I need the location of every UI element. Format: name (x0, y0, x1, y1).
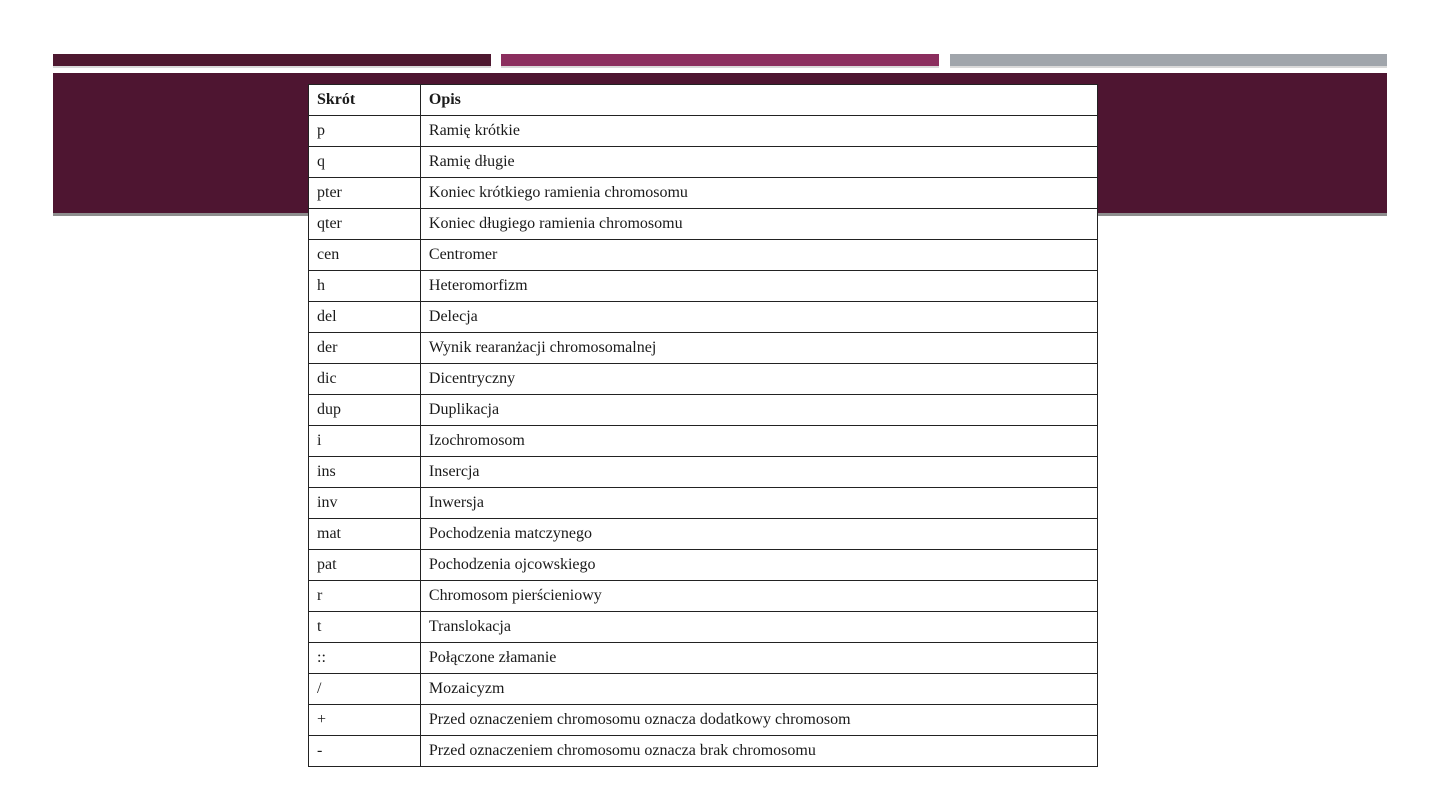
table-row (309, 333, 1098, 364)
table-row (309, 705, 1098, 736)
table-row (309, 364, 1098, 395)
description-cell: Koniec krótkiego ramienia chromosomu (420, 178, 1097, 209)
table-row (309, 302, 1098, 333)
description-cell: Duplikacja (420, 395, 1097, 426)
description-cell: Koniec długiego ramienia chromosomu (420, 209, 1097, 240)
description-cell: Centromer (420, 240, 1097, 271)
abbreviation-cell: pter (309, 178, 421, 209)
abbreviation-cell: i (309, 426, 421, 457)
table-row (309, 116, 1098, 147)
table-header-row (309, 85, 1098, 116)
table-row (309, 395, 1098, 426)
description-cell: Przed oznaczeniem chromosomu oznacza dodatkowy chromosom (420, 705, 1097, 736)
description-cell: Wynik rearanżacji chromosomalnej (420, 333, 1097, 364)
table-row (309, 271, 1098, 302)
description-cell: Pochodzenia matczynego (420, 519, 1097, 550)
table-row (309, 581, 1098, 612)
description-cell: Mozaicyzm (420, 674, 1097, 705)
table-row (309, 426, 1098, 457)
description-cell: Ramię długie (420, 147, 1097, 178)
table-container (308, 84, 1098, 767)
description-cell: Izochromosom (420, 426, 1097, 457)
table-row (309, 736, 1098, 767)
description-cell: Przed oznaczeniem chromosomu oznacza brak chromosomu (420, 736, 1097, 767)
abbreviation-cell: mat (309, 519, 421, 550)
abbreviation-cell: inv (309, 488, 421, 519)
description-cell: Połączone złamanie (420, 643, 1097, 674)
accent-bar-magenta (501, 54, 939, 66)
table-row (309, 612, 1098, 643)
abbreviation-cell: q (309, 147, 421, 178)
description-cell: Chromosom pierścieniowy (420, 581, 1097, 612)
abbreviation-cell: p (309, 116, 421, 147)
table-row (309, 178, 1098, 209)
description-cell: Heteromorfizm (420, 271, 1097, 302)
table-row (309, 240, 1098, 271)
abbreviation-cell: r (309, 581, 421, 612)
abbreviation-cell: h (309, 271, 421, 302)
abbreviation-cell: :: (309, 643, 421, 674)
description-cell: Delecja (420, 302, 1097, 333)
abbreviation-cell: ins (309, 457, 421, 488)
table-row (309, 457, 1098, 488)
abbreviation-cell: / (309, 674, 421, 705)
description-cell: Insercja (420, 457, 1097, 488)
description-cell: Dicentryczny (420, 364, 1097, 395)
header-description: Opis (420, 85, 1097, 116)
abbreviation-cell: + (309, 705, 421, 736)
abbreviation-table (308, 84, 1098, 767)
abbreviation-cell: dic (309, 364, 421, 395)
abbreviation-cell: der (309, 333, 421, 364)
header-abbreviation: Skrót (309, 85, 421, 116)
accent-bar-dark (53, 54, 491, 66)
abbreviation-cell: t (309, 612, 421, 643)
description-cell: Ramię krótkie (420, 116, 1097, 147)
abbreviation-cell: pat (309, 550, 421, 581)
table-row (309, 674, 1098, 705)
abbreviation-cell: del (309, 302, 421, 333)
description-cell: Translokacja (420, 612, 1097, 643)
table-row (309, 550, 1098, 581)
table-row (309, 488, 1098, 519)
table-row (309, 147, 1098, 178)
abbreviation-cell: dup (309, 395, 421, 426)
accent-bar-gray (950, 54, 1387, 66)
table-body (309, 116, 1098, 767)
table-row (309, 209, 1098, 240)
table-row (309, 643, 1098, 674)
abbreviation-cell: - (309, 736, 421, 767)
description-cell: Inwersja (420, 488, 1097, 519)
description-cell: Pochodzenia ojcowskiego (420, 550, 1097, 581)
abbreviation-cell: qter (309, 209, 421, 240)
abbreviation-cell: cen (309, 240, 421, 271)
table-row (309, 519, 1098, 550)
